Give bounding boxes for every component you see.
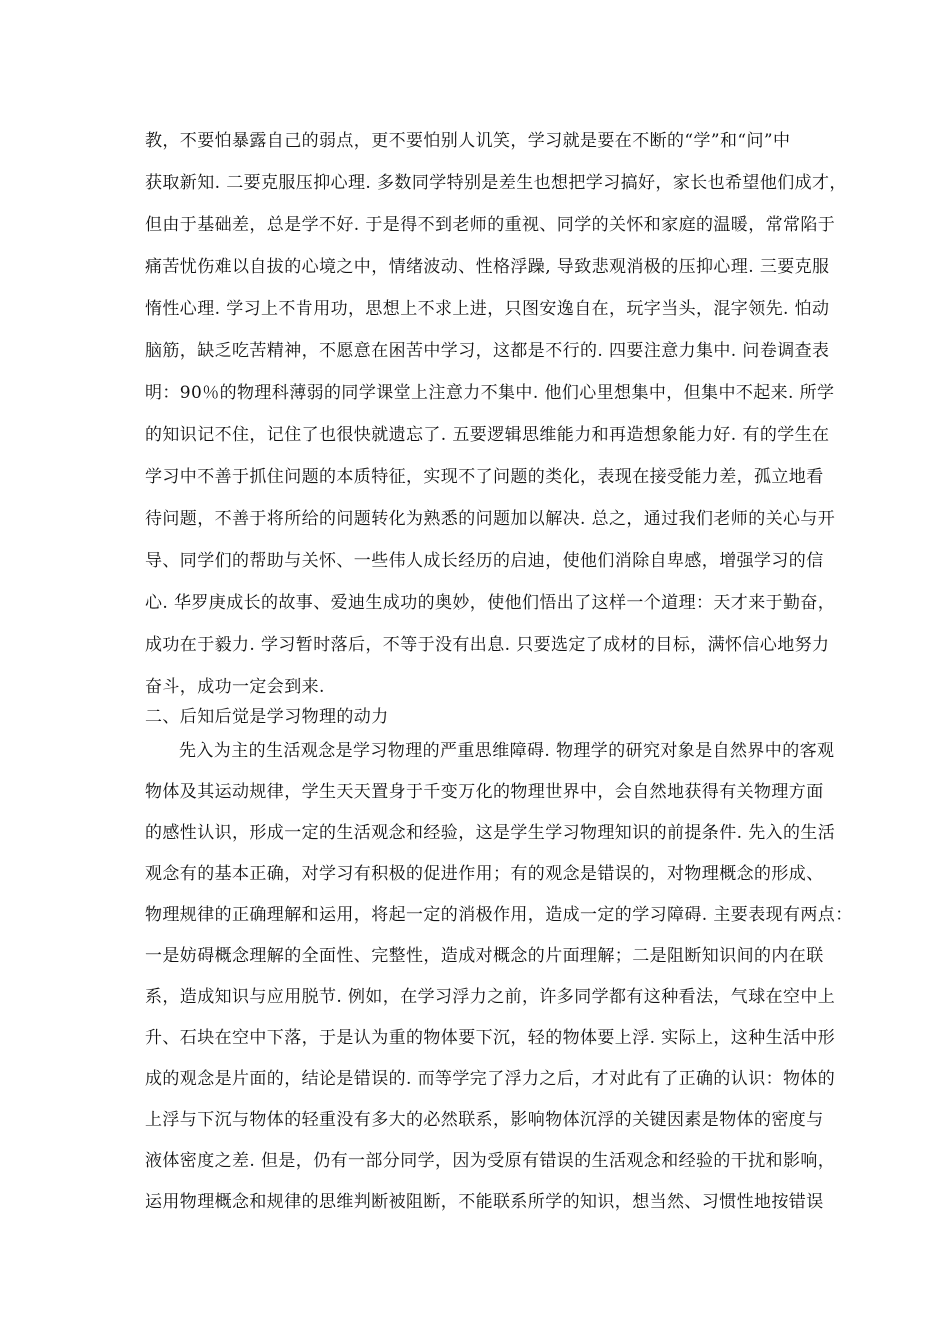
text-line: 惰性心理. 学习上不肯用功，思想上不求上进，只图安逸自在，玩字当头，混字领先. 怕动 [145, 299, 830, 319]
text-line: 奋斗，成功一定会到来. [145, 677, 325, 697]
text-line: 心. 华罗庚成长的故事、爱迪生成功的奥妙，使他们悟出了这样一个道理：天才来于勤奋， [145, 593, 836, 613]
text-line: 一是妨碍概念理解的全面性、完整性，造成对概念的片面理解；二是阻断知识间的内在联 [145, 946, 824, 966]
text-line: 教，不要怕暴露自己的弱点，更不要怕别人讥笑，学习就是要在不断的“学”和“问”中 [145, 131, 791, 151]
text-line: 的感性认识，形成一定的生活观念和经验，这是学生学习物理知识的前提条件. 先入的生活 [145, 823, 836, 843]
text-line: 待问题，不善于将所给的问题转化为熟悉的问题加以解决. 总之，通过我们老师的关心与开 [145, 509, 836, 529]
text-line: 物体及其运动规律，学生天天置身于千变万化的物理世界中，会自然地获得有关物理方面 [145, 782, 824, 802]
text-line: 液体密度之差. 但是，仍有一部分同学，因为受原有错误的生活观念和经验的干扰和影响， [145, 1151, 836, 1171]
text-line: 先入为主的生活观念是学习物理的严重思维障碍. 物理学的研究对象是自然界中的客观 [179, 741, 835, 761]
text-line: 导、同学们的帮助与关怀、一些伟人成长经历的启迪，使他们消除自卑感，增强学习的信 [145, 551, 824, 571]
text-line: 但由于基础差，总是学不好. 于是得不到老师的重视、同学的关怀和家庭的温暖，常常陷于 [145, 215, 836, 235]
text-line: 痛苦忧伤难以自拔的心境之中，情绪波动、性格浮躁, 导致悲观消极的压抑心理. 三要克服 [145, 257, 830, 277]
text-line: 物理规律的正确理解和运用，将起一定的消极作用，造成一定的学习障碍. 主要表现有两点： [145, 905, 853, 925]
text-line: 脑筋，缺乏吃苦精神，不愿意在困苦中学习，这都是不行的. 四要注意力集中. 问卷调查表 [145, 341, 830, 361]
text-line: 成功在于毅力. 学习暂时落后，不等于没有出息. 只要选定了成材的目标，满怀信心地努力 [145, 635, 830, 655]
section-heading: 二、后知后觉是学习物理的动力 [145, 707, 389, 727]
text-line: 上浮与下沉与物体的轻重没有多大的必然联系，影响物体沉浮的关键因素是物体的密度与 [145, 1110, 824, 1130]
text-line: 学习中不善于抓住问题的本质特征，实现不了问题的类化，表现在接受能力差，孤立地看 [145, 467, 824, 487]
text-line: 明：90％的物理科薄弱的同学课堂上注意力不集中. 他们心里想集中，但集中不起来. 所学 [145, 383, 835, 403]
text-line: 系，造成知识与应用脱节. 例如，在学习浮力之前，许多同学都有这种看法，气球在空中上 [145, 987, 836, 1007]
text-line: 运用物理概念和规律的思维判断被阻断，不能联系所学的知识，想当然、习惯性地按错误 [145, 1192, 824, 1212]
text-line: 的知识记不住，记住了也很快就遗忘了. 五要逻辑思维能力和再造想象能力好. 有的学生在 [145, 425, 830, 445]
text-line: 观念有的基本正确，对学习有积极的促进作用；有的观念是错误的，对物理概念的形成、 [145, 864, 824, 884]
text-line: 获取新知. 二要克服压抑心理. 多数同学特别是差生也想把学习搞好，家长也希望他们成才， [145, 173, 847, 193]
text-line: 成的观念是片面的，结论是错误的. 而等学完了浮力之后，才对此有了正确的认识：物体的 [145, 1069, 836, 1089]
text-line: 升、石块在空中下落，于是认为重的物体要下沉，轻的物体要上浮. 实际上，这种生活中形 [145, 1028, 836, 1048]
